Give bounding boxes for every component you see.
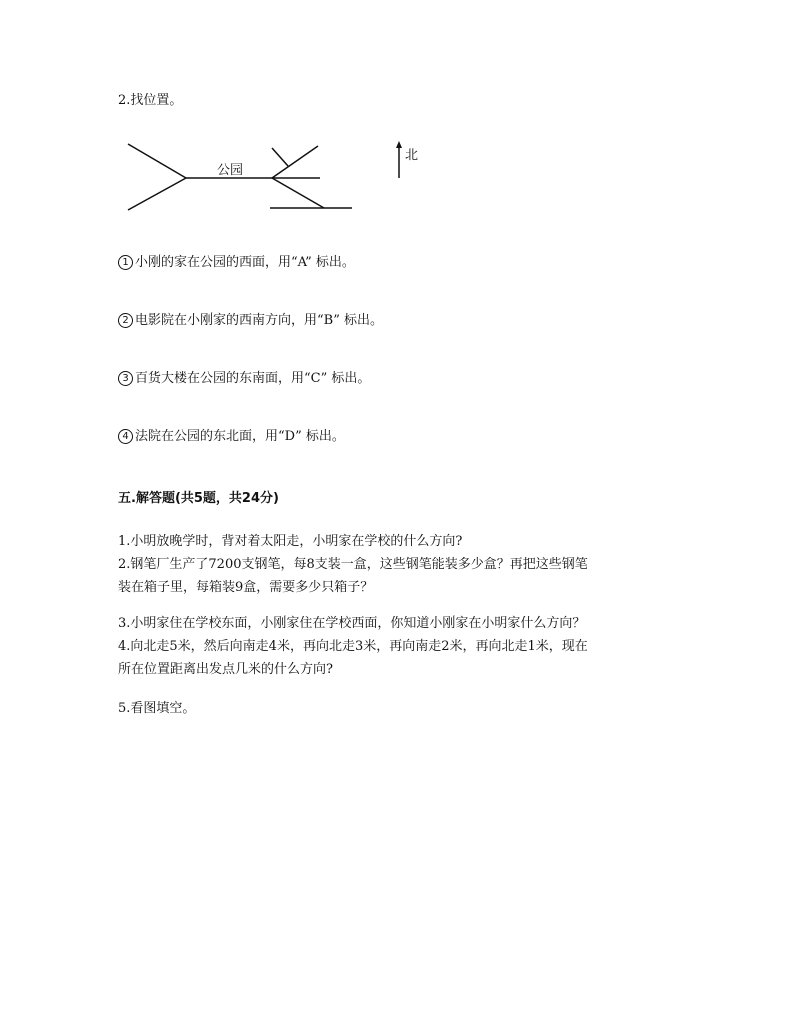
road-west-upper bbox=[128, 144, 186, 178]
question-4-line2: 所在位置距离出发点几米的什么方向? bbox=[118, 662, 333, 677]
question-4-line1: 4.向北走5米，然后向南走4米，再向北走3米，再向南走2米，再向北走1米，现在 bbox=[118, 639, 588, 654]
north-arrow-icon bbox=[393, 140, 433, 180]
north-label: 北 bbox=[405, 148, 419, 163]
task-item-1 bbox=[118, 254, 355, 272]
task-text: 法院在公园的东北面，用“D” 标出。 bbox=[135, 429, 345, 444]
task-text: 电影院在小刚家的西南方向，用“B” 标出。 bbox=[135, 313, 383, 328]
circled-number: 3 bbox=[118, 371, 133, 386]
question-2-line2: 装在箱子里，每箱装9盒，需要多少只箱子？ bbox=[118, 580, 374, 595]
circled-number: 1 bbox=[118, 255, 133, 270]
task-text: 百货大楼在公园的东南面，用“C” 标出。 bbox=[135, 371, 371, 386]
road-branch bbox=[272, 148, 288, 166]
circled-number: 4 bbox=[118, 429, 133, 444]
section2-title: 2.找位置。 bbox=[118, 93, 183, 108]
task-text: 小刚的家在公园的西面，用“A” 标出。 bbox=[135, 255, 355, 270]
park-label: 公园 bbox=[217, 163, 244, 178]
task-item-4 bbox=[118, 428, 345, 446]
section5-heading: 五.解答题(共5题，共24分) bbox=[118, 491, 279, 506]
road-east-upper bbox=[272, 146, 318, 178]
park-map-diagram bbox=[120, 138, 440, 218]
circled-number: 2 bbox=[118, 313, 133, 328]
question-5: 5.看图填空。 bbox=[118, 701, 196, 716]
question-2-line1: 2.钢笔厂生产了7200支钢笔，每8支装一盒，这些钢笔能装多少盒？再把这些钢笔 bbox=[118, 557, 588, 572]
task-item-3 bbox=[118, 370, 370, 388]
task-item-2 bbox=[118, 312, 383, 330]
question-1: 1.小明放晚学时，背对着太阳走，小明家在学校的什么方向? bbox=[118, 534, 463, 549]
road-west-lower bbox=[128, 178, 186, 210]
question-3: 3.小明家住在学校东面，小刚家住在学校西面，你知道小刚家在小明家什么方向？ bbox=[118, 616, 586, 631]
road-east-lower bbox=[272, 178, 324, 208]
